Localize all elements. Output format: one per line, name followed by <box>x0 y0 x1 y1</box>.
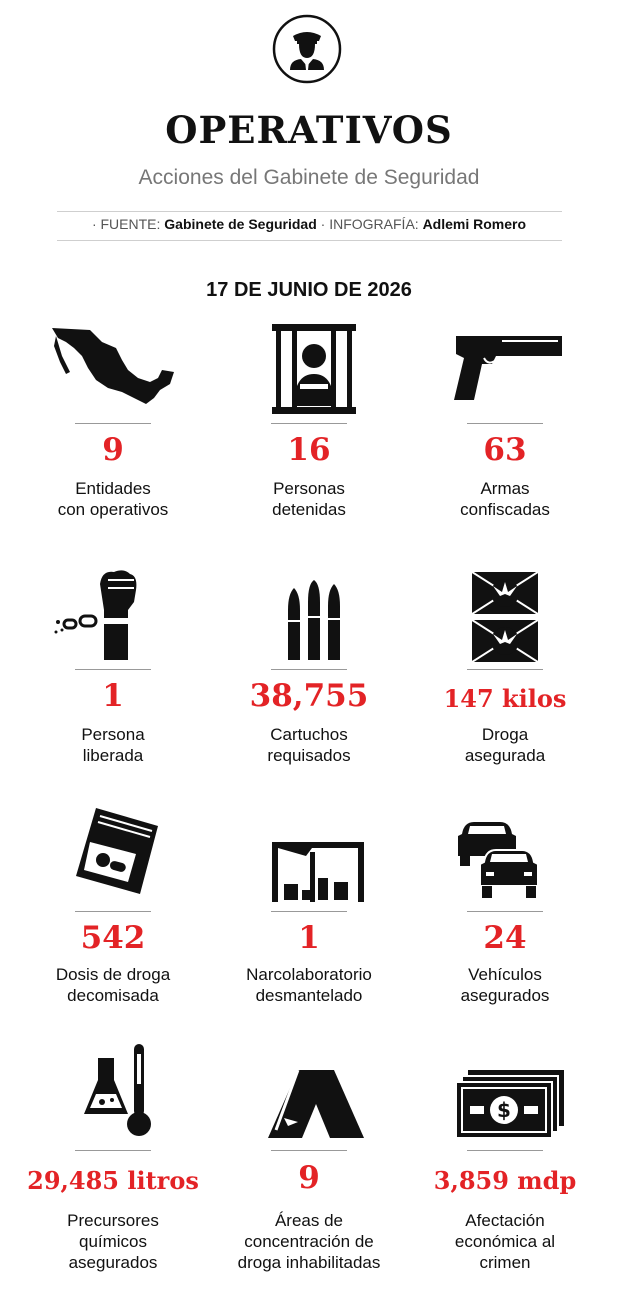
marijuana-packages-icon <box>472 572 538 662</box>
stat-value: 147 kilos <box>443 684 567 713</box>
report-date: 17 DE JUNIO DE 2026 <box>206 279 412 301</box>
stat-value: 63 <box>483 432 527 468</box>
lab-building-icon <box>272 842 364 902</box>
mexico-map-icon <box>50 326 180 410</box>
pills-bag-icon <box>76 808 158 894</box>
credits <box>0 216 618 232</box>
bullets-icon <box>284 580 346 660</box>
svg-text:$: $ <box>497 1098 511 1122</box>
stat-value: 1 <box>298 920 320 956</box>
stat-areas <box>206 1044 412 1284</box>
stat-value: 38,755 <box>249 678 369 714</box>
page-title: OPERATIVOS <box>165 108 453 152</box>
cars-icon <box>456 820 540 902</box>
stat-states <box>10 320 216 530</box>
stat-value: 542 <box>80 920 146 956</box>
stat-label: Persona liberada <box>81 725 145 765</box>
graphics-label: · INFOGRAFÍA: <box>320 216 419 232</box>
author: Adlemi Romero <box>422 216 527 232</box>
stat-label: Personas detenidas <box>272 479 346 519</box>
stat-label: Armas confiscadas <box>460 479 550 519</box>
money-stack-icon <box>456 1070 564 1138</box>
stat-detained <box>206 320 412 530</box>
stat-drugs-kg <box>402 566 608 776</box>
broken-chain-fist-icon <box>54 566 144 660</box>
stat-label: Cartuchos requisados <box>267 725 351 765</box>
source: Gabinete de Seguridad <box>164 216 317 232</box>
stat-value: 1 <box>102 678 124 714</box>
divider <box>57 240 562 241</box>
chemistry-thermometer-icon <box>84 1044 152 1138</box>
stat-label: Droga asegurada <box>464 725 546 765</box>
stat-weapons <box>402 320 608 530</box>
divider <box>57 211 562 212</box>
stat-value: 29,485 litros <box>27 1166 199 1195</box>
stat-value: 9 <box>102 432 124 468</box>
stat-label: Áreas de concentración de droga inhabilitadas <box>237 1211 381 1272</box>
stat-value: 9 <box>298 1160 320 1196</box>
prisoner-icon <box>272 324 356 414</box>
stat-value: 24 <box>483 920 527 956</box>
stat-economic-impact <box>402 1044 608 1284</box>
stat-label: Entidades con operativos <box>57 479 169 519</box>
stat-label: Vehículos asegurados <box>460 965 550 1005</box>
pistol-icon <box>452 334 564 402</box>
page-subtitle: Acciones del Gabinete de Seguridad <box>138 166 480 189</box>
stat-narcolab <box>206 808 412 1018</box>
stat-label: Afectación económica al crimen <box>454 1211 556 1272</box>
tent-icon <box>268 1070 364 1138</box>
stat-label: Narcolaboratorio desmantelado <box>246 965 372 1005</box>
stat-label: Precursores químicos asegurados <box>67 1211 159 1272</box>
stat-precursors <box>10 1044 216 1284</box>
stat-doses <box>10 808 216 1018</box>
soldier-logo-icon <box>272 14 342 84</box>
stat-label: Dosis de droga decomisada <box>55 965 171 1005</box>
stat-value: 16 <box>287 432 331 468</box>
stat-value: 3,859 mdp <box>433 1166 577 1195</box>
stat-freed <box>10 566 216 776</box>
stat-vehicles <box>402 808 608 1018</box>
stat-cartridges <box>206 566 412 776</box>
source-label: · FUENTE: <box>91 216 161 232</box>
